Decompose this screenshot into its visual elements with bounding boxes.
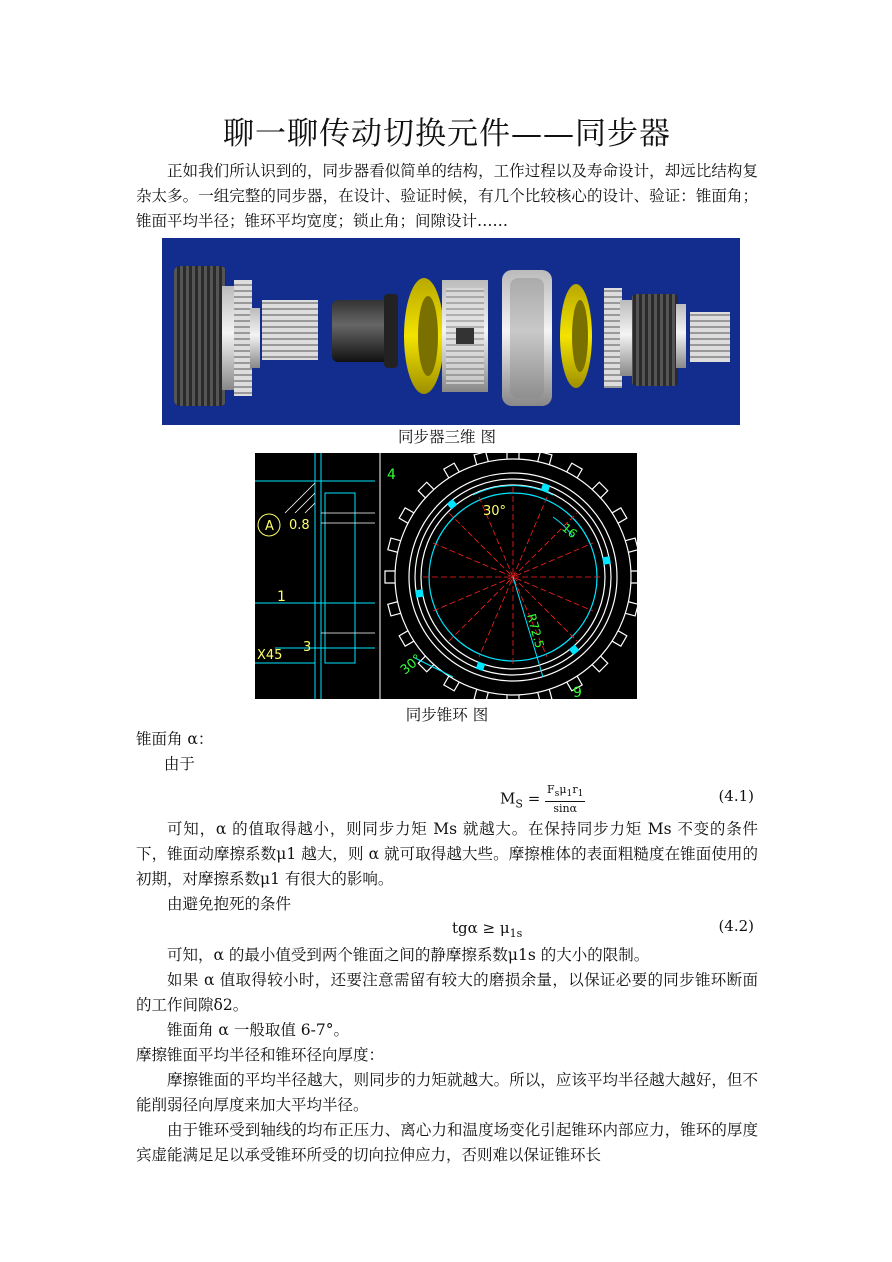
paragraph-7: 由于锥环受到轴线的均布正压力、离心力和温度场变化引起锥环内部应力，锥环的厚度宾虚能满足足以承受锥环所受的切向拉伸应力，否则难以保证锥环长 (136, 1121, 758, 1164)
cad-label-0-8: 0.8 (289, 518, 310, 533)
equation-4-1: $M_S$ = $\frac{F_s\mu_1r_1}{\sin\alpha}$ (4.1) (500, 783, 754, 816)
cad-label-r72-5: R72.5 (524, 612, 547, 650)
eq1-fraction (545, 783, 585, 816)
cad-label-A: A (265, 519, 274, 534)
synchronizer-3d-figure (162, 238, 740, 425)
document-page (136, 108, 758, 1168)
eq2-sub: 1s (509, 927, 523, 940)
eq2-text: tgα ≥ μ (452, 919, 510, 937)
paragraph-4: 如果 α 值取得较小时，还要注意需留有较大的磨损余量，以保证必要的同步锥环断面的工作间隙δ2。 (136, 971, 758, 1014)
eq1-r: r (572, 783, 578, 796)
cad-label-x45: X45 (257, 648, 283, 663)
eq2-number: (4.2) (718, 917, 754, 935)
paragraph-3: 可知，α 的最小值受到两个锥面之间的静摩擦系数μ1s 的大小的限制。 (167, 946, 650, 964)
cad-label-16: 16 (559, 520, 580, 542)
section1-lead: 由于 (163, 755, 195, 773)
eq1-number: (4.1) (718, 787, 754, 805)
large-gear (174, 266, 226, 406)
synchro-ring-cad-figure (255, 453, 637, 699)
figure2-caption: 同步锥环 图 (405, 706, 489, 724)
spline-shaft (262, 300, 318, 360)
paragraph-1: 可知，α 的值取得越小，则同步力矩 Ms 就越大。在保持同步力矩 Ms 不变的条件下，锥面动摩擦系数μ1 越大，则 α 就可取得越大些。摩擦椎体的表面粗糙度在锥面使用的初期，对摩擦系数μ1 有很大的影响。 (136, 820, 758, 888)
eq1-numerator: F (547, 783, 555, 796)
paragraph-5: 锥面角 α 一般取值 6-7°。 (167, 1021, 349, 1039)
cad-label-30deg-top: 30° (483, 504, 507, 519)
black-sleeve (332, 300, 390, 362)
cad-label-3: 3 (303, 640, 312, 655)
cad-label-30deg-bottom: 30° (397, 651, 426, 679)
paragraph-2: 由避免抱死的条件 (167, 895, 292, 913)
intro-paragraph: 正如我们所认识到的，同步器看似简单的结构，工作过程以及寿命设计，却远比结构复杂太多。一组完整的同步器，在设计、验证时候，有几个比较核心的设计、验证：锥面角；锥面平均半径；锥环平均宽度；锁止角；间隙设计…… (136, 162, 758, 230)
synchro-ring-cad-drawing (255, 453, 637, 699)
eq1-r-sub: 1 (577, 788, 584, 800)
right-gear (632, 294, 678, 386)
cad-label-9: 9 (573, 685, 582, 699)
synchronizer-3d-illustration (162, 238, 740, 425)
eq1-mu-sub: 1 (566, 788, 573, 800)
cad-label-1: 1 (277, 589, 286, 605)
section1-heading: 锥面角 α： (136, 730, 214, 748)
figure1-caption: 同步器三维 图 (398, 428, 496, 446)
page-title: 聊一聊传动切换元件——同步器 (223, 116, 671, 152)
section2-heading: 摩擦锥面平均半径和锥环径向厚度： (136, 1046, 385, 1064)
eq1-mu: μ (559, 783, 567, 796)
eq1-lhs: M (500, 789, 516, 808)
right-spline-shaft (690, 312, 730, 362)
eq1-lhs-sub: S (515, 797, 523, 811)
cad-label-4: 4 (387, 467, 396, 483)
eq1-denominator: sinα (553, 802, 578, 816)
eq1-numerator-sub: s (554, 788, 560, 800)
paragraph-6: 摩擦锥面的平均半径越大，则同步的力矩就越大。所以，应该平均半径越大越好，但不能削弱径向厚度来加大平均半径。 (136, 1071, 758, 1114)
equation-4-2 (136, 917, 758, 943)
